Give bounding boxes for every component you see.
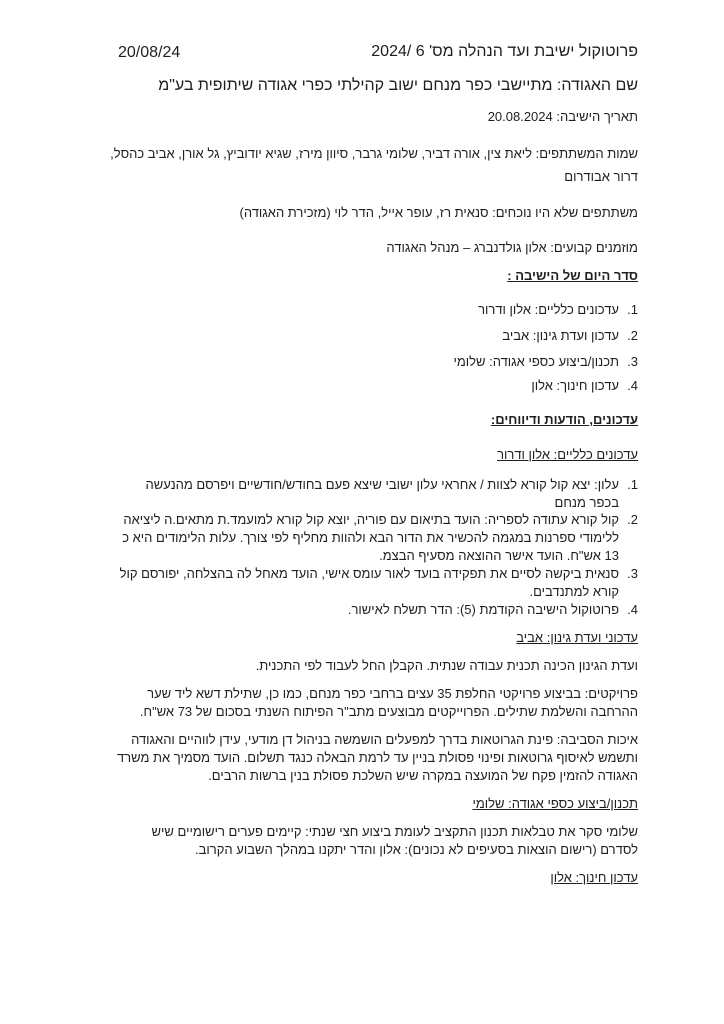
general-item-2-line-2: ללימודי ספרנות במגמה להכשיר את הדור הבא ולהוות מחליף לפי צורך. עלות הלימודים היא כ [122, 530, 619, 545]
invited-participants: מוזמנים קבועים: אלון גולדנברג – מנהל האגודה [386, 240, 638, 255]
general-item-3-line-2: קורא למתנדבים. [529, 584, 619, 599]
general-item-4-line-1: פרוטוקול הישיבה הקודמת (5): הדר תשלח לאישור. [347, 602, 619, 617]
meeting-date: תאריך הישיבה: 20.08.2024 [487, 109, 638, 124]
list-number: 4. [627, 378, 638, 393]
protocol-date: 20/08/24 [118, 44, 181, 61]
gardening-para-1: ועדת הגינון הכינה תכנית עבודה שנתית. הקבלן החל לעבוד לפי התכנית. [255, 658, 638, 673]
general-item-2-line-1: קול קורא עתודה לספריה: הועד בתיאום עם פוריה, יוצא קול קורא למועמד.ת מתאים.ה ליציאה [123, 512, 619, 527]
agenda-item: עדכון חינוך: אלון [531, 378, 619, 393]
agenda-item: עדכונים כלליים: אלון ודרור [478, 302, 619, 317]
agenda-title: סדר היום של הישיבה : [507, 268, 638, 283]
general-item-3-line-1: סנאית ביקשה לסיים את תפקידה בועד לאור עומס אישי, הועד מאחל לה בהצלחה, יפורסם קול [119, 566, 619, 581]
agenda-item: עדכון ועדת גינון: אביב [502, 328, 619, 343]
finance-title: תכנון/ביצוע כספי אגודה: שלומי [472, 796, 638, 811]
list-number: 4. [627, 602, 638, 617]
association-name: שם האגודה: מתיישבי כפר מנחם ישוב קהילתי כפרי אגודה שיתופית בע"מ [158, 77, 638, 94]
list-number: 2. [627, 328, 638, 343]
finance-line-1: שלומי סקר את טבלאות תכנון התקציב לעומת ביצוע חצי שנתי: קיימים פערים רישומיים שיש [151, 824, 638, 839]
general-item-1-line-1: עלון: יצא קול קורא לצוות / אחראי עלון ישובי שיצא פעם בחודש/חודשיים ויפרסם מהנעשה [145, 477, 619, 492]
list-number: 2. [627, 512, 638, 527]
general-item-1-line-2: בכפר מנחם [554, 495, 619, 510]
list-number: 1. [627, 477, 638, 492]
finance-line-2: לסדרם (רישום הוצאות בסעיפים לא נכונים): אלון והדר יתקנו במהלך השבוע הקרוב. [195, 842, 638, 857]
general-updates-title: עדכונים כלליים: אלון ודרור [497, 447, 638, 462]
list-number: 1. [627, 302, 638, 317]
general-item-2-line-3: 13 אש"ח. הועד אישר ההוצאה מסעיף הבצמ. [379, 548, 619, 563]
environment-line-3: האגודה להזמין פקח של המועצה במקרה שיש השלכת פסולת בנין ברשות הרבים. [208, 768, 638, 783]
protocol-title: פרוטוקול ישיבת ועד הנהלה מס' 6 /2024 [371, 43, 638, 60]
updates-section-title: עדכונים, הודעות ודיווחים: [490, 412, 638, 427]
environment-line-2: ותשמש לאיסוף גרוטאות ופינוי פסולת בניין עד לרמת הבאלה כנגד תשלום. הועד מסמיך את משרד [116, 750, 638, 765]
agenda-item: תכנון/ביצוע כספי אגודה: שלומי [453, 354, 619, 369]
list-number: 3. [627, 566, 638, 581]
environment-line-1: איכות הסביבה: פינת הגרוטאות בדרך למפעלים הושמשה בניהול דן מודעי, עידן לווהיים והאגודה [131, 732, 638, 747]
gardening-title: עדכוני ועדת גינון: אביב [516, 630, 638, 645]
participants-line-2: דרור אבודרום [564, 169, 638, 184]
education-title: עדכון חינוך: אלון [550, 870, 638, 885]
participants-line-1: שמות המשתתפים: ליאת צין, אורה דביר, שלומי גרבר, סיוון מירז, שגיא יודוביץ, גל אורן, אביב כהסל, [110, 146, 638, 161]
gardening-projects-line-2: ההרחבה והשלמת שתילים. הפרוייקטים מבוצעים מתב"ר הפיתוח השנתי בסכום של 73 אש"ח. [139, 704, 638, 719]
absent-participants: משתתפים שלא היו נוכחים: סנאית רז, עופר אייל, הדר לוי (מזכירת האגודה) [239, 205, 638, 220]
list-number: 3. [627, 354, 638, 369]
gardening-projects-line-1: פרויקטים: בביצוע פרויקטי החלפת 35 עצים ברחבי כפר מנחם, כמו כן, שתילת דשא ליד שער [147, 686, 638, 701]
